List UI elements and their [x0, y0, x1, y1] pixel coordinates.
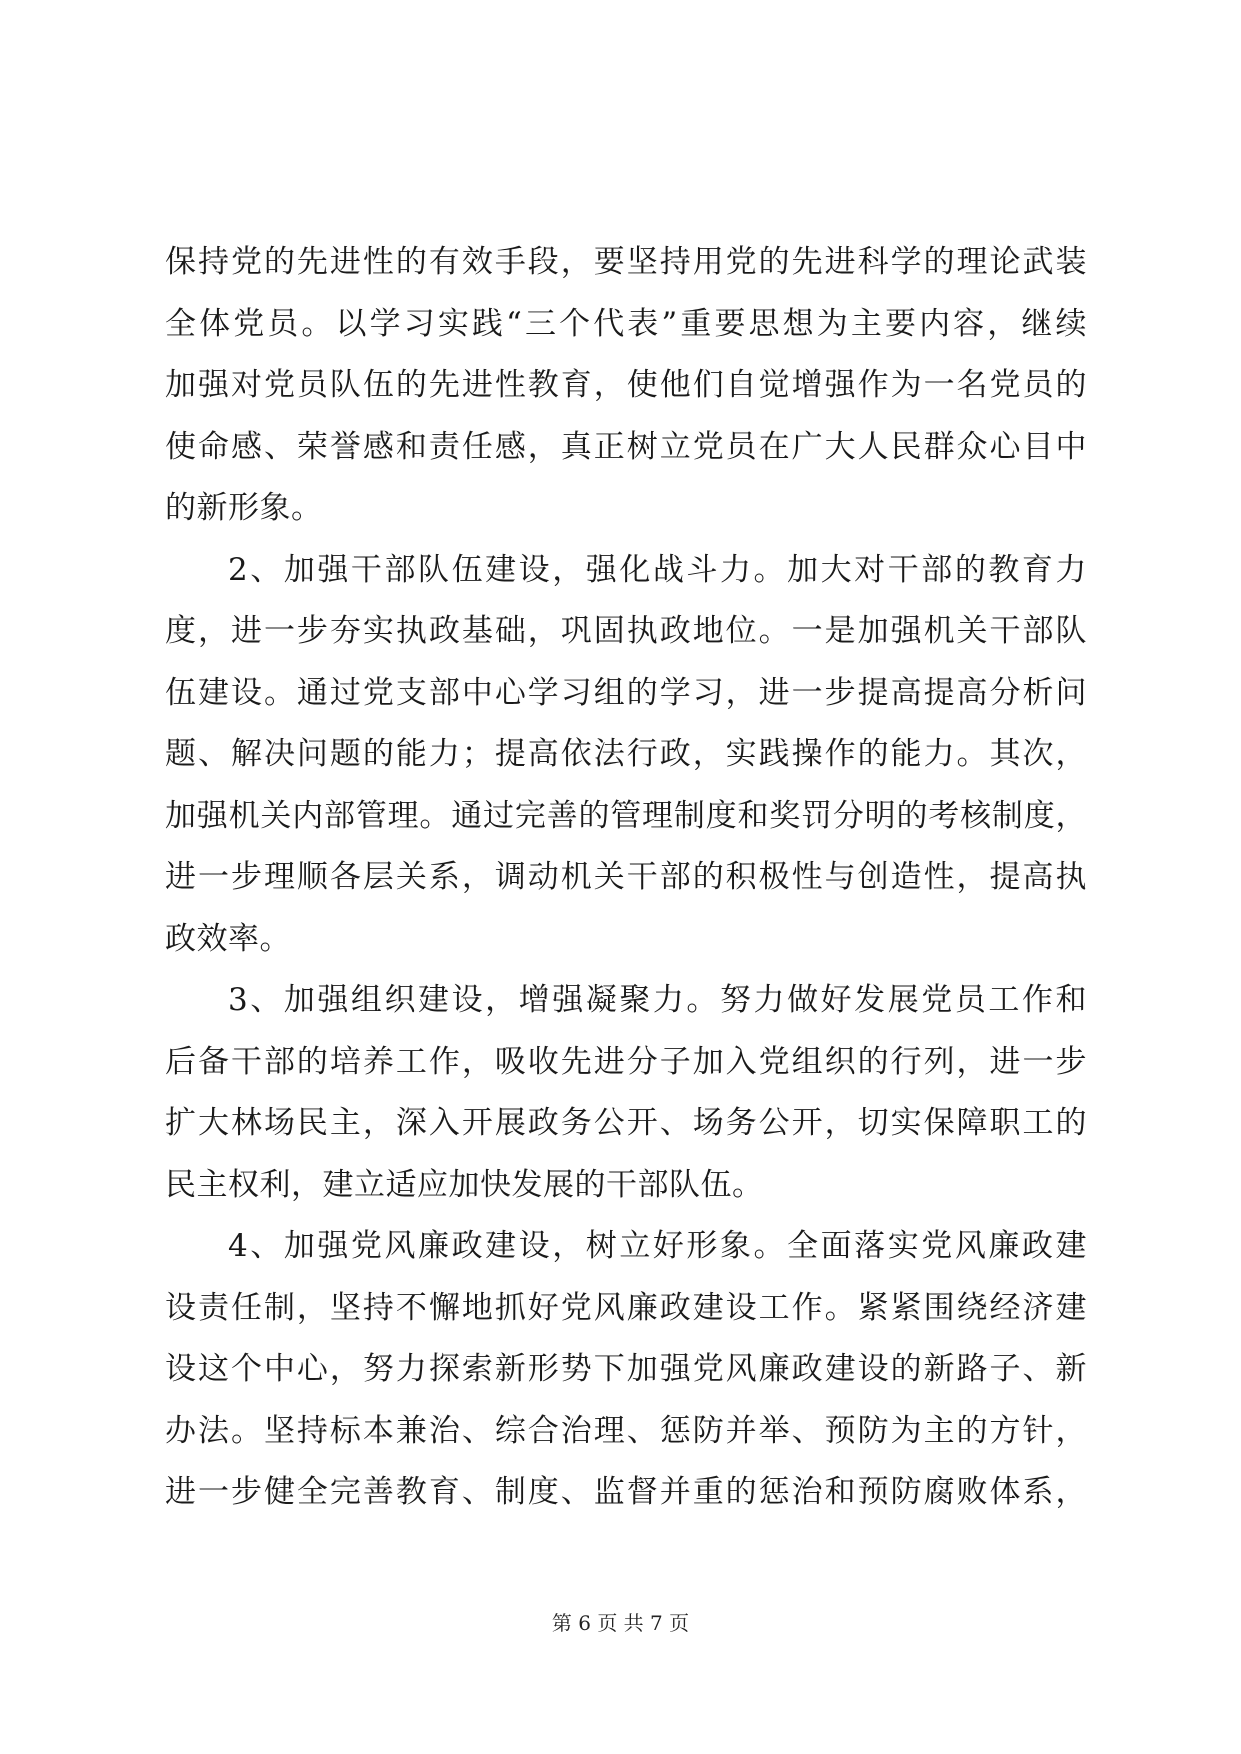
- text-line: 扩大林场民主，深入开展政务公开、场务公开，切实保障职工的: [165, 1105, 1087, 1141]
- text-line: 伍建设。通过党支部中心学习组的学习，进一步提高提高分析问: [165, 674, 1087, 711]
- text-line: 民主权利，建立适应加快发展的干部队伍。: [165, 1166, 764, 1203]
- text-line: 加强机关内部管理。通过完善的管理制度和奖罚分明的考核制度，: [165, 797, 1087, 834]
- text-line: 设责任制，坚持不懈地抓好党风廉政建设工作。紧紧围绕经济建: [165, 1289, 1087, 1326]
- text-line: 政效率。: [165, 920, 291, 957]
- text-line: 使命感、荣誉感和责任感，真正树立党员在广大人民群众心目中: [165, 428, 1087, 465]
- page-footer: 第 6 页 共 7 页: [551, 1611, 690, 1635]
- text-line: 进一步理顺各层关系，调动机关干部的积极性与创造性，提高执: [165, 859, 1087, 895]
- text-line: 4、加强党风廉政建设，树立好形象。全面落实党风廉政建: [228, 1228, 1087, 1264]
- text-line: 进一步健全完善教育、制度、监督并重的惩治和预防腐败体系，: [165, 1474, 1087, 1510]
- text-line: 加强对党员队伍的先进性教育，使他们自觉增强作为一名党员的: [165, 367, 1087, 403]
- text-line: 的新形象。: [165, 490, 323, 526]
- body-text: [165, 232, 1087, 1524]
- text-line: 后备干部的培养工作，吸收先进分子加入党组织的行列，进一步: [165, 1043, 1087, 1080]
- text-line: 3、加强组织建设，增强凝聚力。努力做好发展党员工作和: [228, 982, 1087, 1018]
- text-line: 办法。坚持标本兼治、综合治理、惩防并举、预防为主的方针，: [165, 1412, 1087, 1449]
- text-line: 设这个中心，努力探索新形势下加强党风廉政建设的新路子、新: [165, 1351, 1087, 1387]
- text-line: 保持党的先进性的有效手段，要坚持用党的先进科学的理论武装: [165, 244, 1087, 280]
- text-line: 2、加强干部队伍建设，强化战斗力。加大对干部的教育力: [228, 551, 1087, 588]
- text-line: 度，进一步夯实执政基础，巩固执政地位。一是加强机关干部队: [165, 613, 1087, 649]
- text-line: 题、解决问题的能力；提高依法行政，实践操作的能力。其次，: [165, 736, 1087, 772]
- text-line: 全体党员。以学习实践“三个代表”重要思想为主要内容，继续: [165, 305, 1087, 342]
